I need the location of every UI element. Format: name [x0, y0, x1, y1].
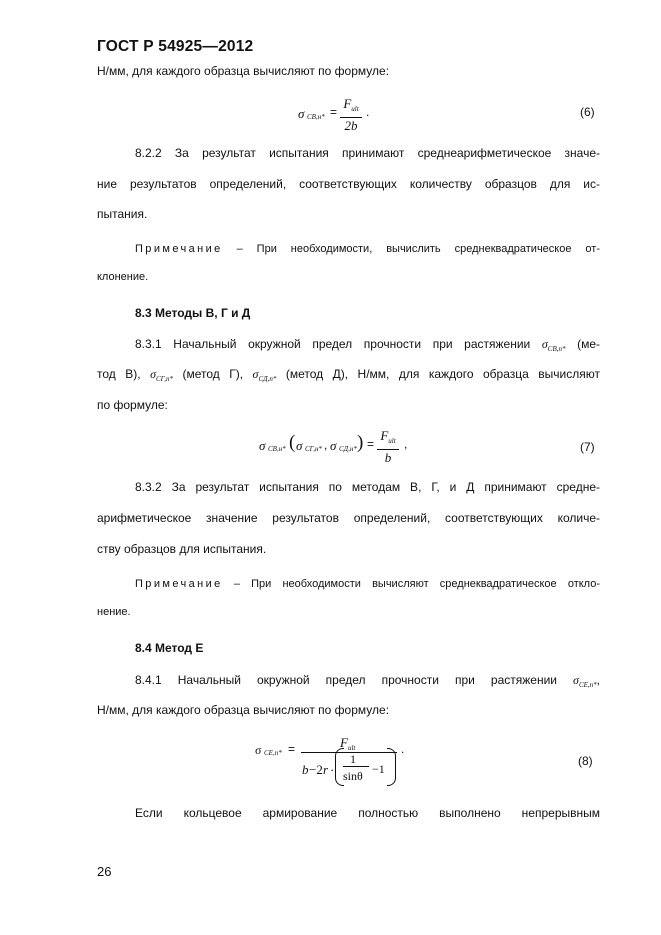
paragraph-line: пытания. — [97, 207, 148, 221]
radius-symbol: r — [323, 762, 329, 777]
denominator-minus-two: −2 — [309, 762, 323, 777]
note-label: Примечание — [135, 578, 223, 590]
note-text: – При необходимости вычисляют среднеквадратическое откло- — [222, 578, 600, 590]
equals-sign: = — [367, 437, 375, 451]
equation-6 — [298, 98, 388, 132]
comma: , — [324, 438, 328, 452]
sigma-subscript: CB,n* — [547, 345, 566, 353]
sigma-symbol: σ — [259, 438, 266, 453]
fraction-bar — [301, 752, 397, 753]
paragraph-line: Н/мм, для каждого образца вычисляют по формуле: — [97, 703, 390, 717]
open-paren: ( — [289, 432, 296, 453]
sigma-subscript: CД,н* — [339, 445, 357, 453]
force-symbol: F — [380, 428, 389, 443]
paragraph-line: арифметическое значение результатов определений, соответствующих количе- — [97, 511, 600, 525]
sigma-symbol: σ — [255, 743, 262, 757]
paragraph-line: Н/мм, для каждого образца вычисляют по формуле: — [97, 64, 390, 78]
equation-tail: . — [401, 742, 405, 756]
equals-sign: = — [330, 105, 338, 119]
note-line — [135, 242, 600, 257]
equation-number: (8) — [578, 754, 593, 768]
force-subscript: ult — [351, 105, 359, 113]
sigma-subscript: CД,n* — [258, 375, 277, 383]
paragraph-line: по формуле: — [97, 398, 168, 412]
sigma-symbol: σ — [573, 673, 579, 687]
equals-sign: = — [288, 742, 296, 756]
denominator: b — [384, 450, 392, 465]
section-heading: 8.3 Методы В, Г и Д — [135, 306, 251, 320]
numerator — [343, 96, 358, 117]
paragraph-line — [135, 673, 600, 693]
paragraph-line: 8.2.2 За результат испытания принимают среднеарифметическое значе- — [135, 146, 600, 160]
text-run: (метод Д), Н/мм, для каждого образца вычисляют — [276, 367, 600, 381]
paragraph-line: Если кольцевое армирование полностью выполнено непрерывным — [135, 806, 600, 820]
sigma-subscript: CГ,н* — [305, 445, 322, 453]
minus-one: −1 — [372, 762, 385, 776]
force-subscript: ult — [347, 744, 356, 752]
equation-number: (6) — [580, 105, 595, 119]
inner-fraction-bar — [343, 766, 369, 767]
equation-8 — [255, 732, 415, 790]
denominator-b: b — [302, 762, 309, 777]
force-symbol: F — [343, 96, 352, 111]
numerator — [380, 428, 395, 449]
text-run: (ме- — [565, 337, 600, 351]
multiply-dot: · — [330, 762, 335, 777]
inner-denominator: sinθ — [343, 769, 363, 783]
paragraph-line — [135, 337, 600, 357]
sigma-symbol: σ — [330, 438, 337, 453]
close-paren: ) — [357, 432, 364, 453]
force-subscript: ult — [388, 437, 396, 445]
sigma-subscript: CE,n* — [264, 749, 282, 757]
sigma-subscript: CB,н* — [268, 445, 286, 453]
sigma-symbol: σ — [296, 438, 303, 453]
note-line — [135, 577, 600, 592]
paragraph-line: ние результатов определений, соответствующих количеству образцов для ис- — [97, 177, 600, 191]
equation-number: (7) — [580, 440, 595, 454]
note-line: нение. — [97, 606, 131, 618]
text-run: 8.3.1 Начальный окружной предел прочности при растяжении — [135, 337, 542, 351]
text-run: (метод Г), — [172, 367, 253, 381]
text-run: тод В), — [97, 367, 151, 381]
sigma-subscript: CГ,n* — [156, 375, 173, 383]
page-number: 26 — [97, 864, 112, 879]
equation-tail: . — [366, 105, 370, 119]
sigma-symbol: σ — [252, 367, 259, 381]
paragraph-line: ству образцов для испытания. — [97, 542, 267, 556]
sigma-subscript: CB,н* — [307, 113, 325, 121]
close-paren — [387, 748, 396, 786]
denominator: 2b — [344, 118, 358, 133]
paragraph-line — [97, 367, 600, 387]
note-line: клонение. — [97, 271, 149, 283]
fraction — [377, 428, 399, 465]
note-label: Примечание — [135, 243, 223, 255]
sigma-symbol: σ — [150, 367, 156, 381]
paragraph-line: 8.3.2 За результат испытания по методам В, Г, и Д принимают средне- — [135, 480, 600, 494]
text-run: 8.4.1 Начальный окружной предел прочности при растяжении — [135, 673, 574, 687]
sigma-symbol: σ — [541, 337, 548, 351]
force-symbol: F — [340, 735, 348, 750]
note-text: – При необходимости, вычислить среднеквадратическое от- — [222, 243, 600, 255]
equation-7 — [259, 430, 419, 466]
sigma-subscript: CE,n* — [578, 681, 597, 689]
sigma-symbol: σ — [298, 106, 305, 121]
section-heading: 8.4 Метод Е — [135, 641, 204, 655]
document-header: ГОСТ Р 54925—2012 — [97, 38, 254, 55]
fraction — [340, 96, 362, 133]
inner-numerator: 1 — [350, 752, 356, 766]
text-run: , — [596, 673, 600, 687]
equation-tail: , — [404, 437, 408, 451]
